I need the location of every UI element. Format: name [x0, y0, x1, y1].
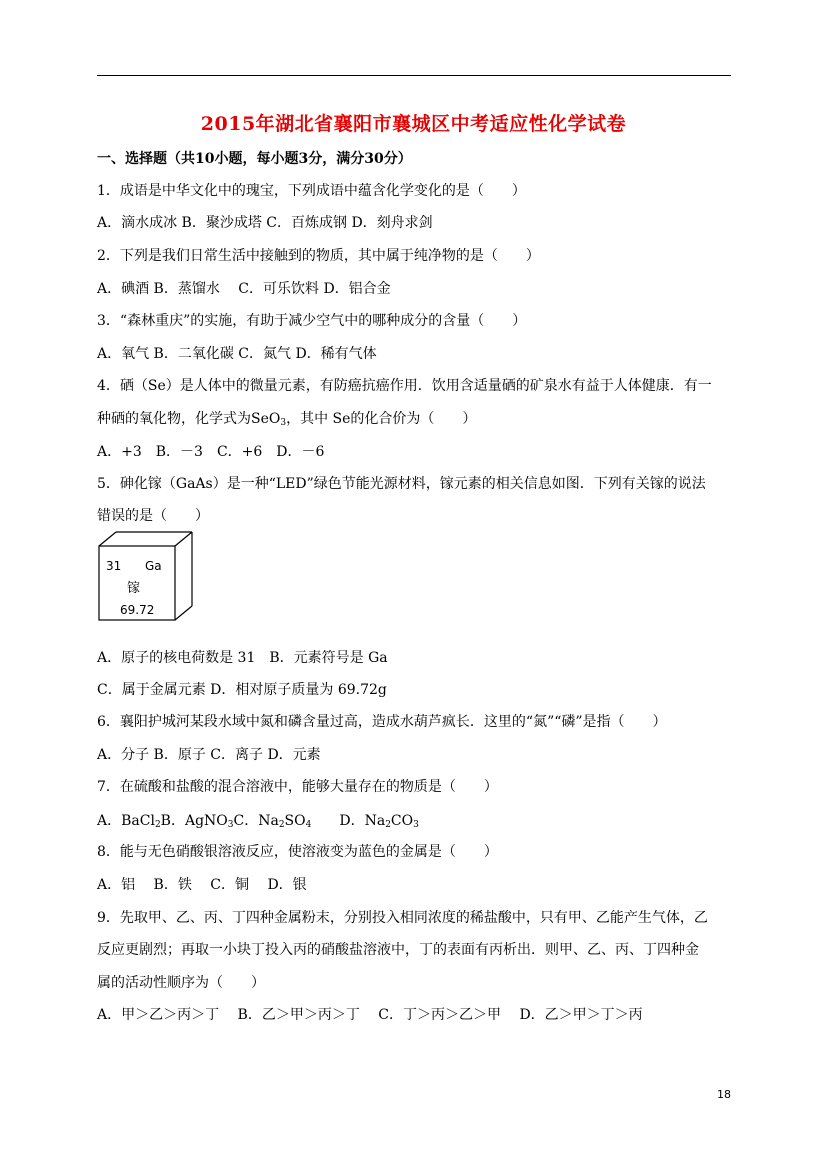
- question-5-stem-line1: 5．砷化镓（GaAs）是一种“LED”绿色节能光源材料，镓元素的相关信息如图．下列有关镓的说法: [97, 476, 706, 492]
- question-9-stem-line3: 属的活动性顺序为（ ）: [97, 975, 265, 991]
- element-card-figure: [98, 530, 194, 622]
- question-6-stem: 6．襄阳护城河某段水域中氮和磷含量过高，造成水葫芦疯长．这里的“氮”“磷”是指（ ）: [97, 714, 667, 730]
- question-7-options: A．BaCl$_2$B．AgNO$_3$C．$Na_2SO_4$ D．$Na_2CO_3$: [97, 813, 419, 830]
- atomic-mass: 69.72: [120, 603, 155, 617]
- question-7-stem: 7．在硫酸和盐酸的混合溶液中，能够大量存在的物质是（ ）: [97, 779, 498, 795]
- element-name: 镓: [127, 581, 141, 596]
- question-8-options: A．铝 B．铁 C．铜 D．银: [97, 877, 307, 893]
- question-2-options: A．碘酒 B．蒸馏水 C．可乐饮料 D．铝合金: [97, 281, 391, 297]
- question-9-stem-line1: 9．先取甲、乙、丙、丁四种金属粉末，分别投入相同浓度的稀盐酸中，只有甲、乙能产生气体，乙: [97, 910, 708, 926]
- question-4-options: A．+3 B．－3 C．+6 D．－6: [97, 444, 325, 460]
- element-symbol: Ga: [145, 559, 162, 573]
- header-rule: [97, 75, 731, 76]
- question-6-options: A．分子 B．原子 C．离子 D．元素: [97, 747, 321, 763]
- chemical-formula: SeO: [251, 411, 281, 427]
- question-8-stem: 8．能与无色硝酸银溶液反应，使溶液变为蓝色的金属是（ ）: [97, 844, 498, 860]
- question-9-options: A．甲＞乙＞丙＞丁 B．乙＞甲＞丙＞丁 C．丁＞丙＞乙＞甲 D．乙＞甲＞丁＞丙: [97, 1007, 643, 1023]
- question-4-stem-line2: 种硒的氧化物，化学式为SeO$_3$，其中 Se的化合价为（ ）: [97, 411, 477, 428]
- question-1-options: A．滴水成冰 B．聚沙成塔 C．百炼成钢 D．刻舟求剑: [97, 215, 433, 231]
- page-number: 18: [717, 1088, 731, 1101]
- question-5-options-line1: A．原子的核电荷数是 31 B．元素符号是 Ga: [97, 650, 388, 666]
- question-9-stem-line2: 反应更剧烈；再取一小块丁投入丙的硝酸盐溶液中，丁的表面有丙析出．则甲、乙、丙、丁四种金: [97, 942, 699, 958]
- question-5-stem-line2: 错误的是（ ）: [97, 508, 209, 524]
- question-4-stem-line1: 4．硒（Se）是人体中的微量元素，有防癌抗癌作用．饮用含适量硒的矿泉水有益于人体健康．有一: [97, 378, 712, 394]
- question-3-stem: 3．“森林重庆”的实施，有助于减少空气中的哪种成分的含量（ ）: [97, 313, 527, 329]
- question-2-stem: 2．下列是我们日常生活中接触到的物质，其中属于纯净物的是（ ）: [97, 248, 540, 264]
- question-3-options: A．氧气 B．二氧化碳 C．氮气 D．稀有气体: [97, 346, 377, 362]
- section-heading: 一、选择题（共10小题，每小题3分，满分30分）: [97, 151, 412, 167]
- document-title: 2015年湖北省襄阳市襄城区中考适应性化学试卷: [200, 113, 627, 135]
- atomic-number: 31: [106, 559, 122, 573]
- question-1-stem: 1．成语是中华文化中的瑰宝，下列成语中蕴含化学变化的是（ ）: [97, 183, 526, 199]
- question-5-options-line2: C．属于金属元素 D．相对原子质量为 69.72g: [97, 682, 387, 698]
